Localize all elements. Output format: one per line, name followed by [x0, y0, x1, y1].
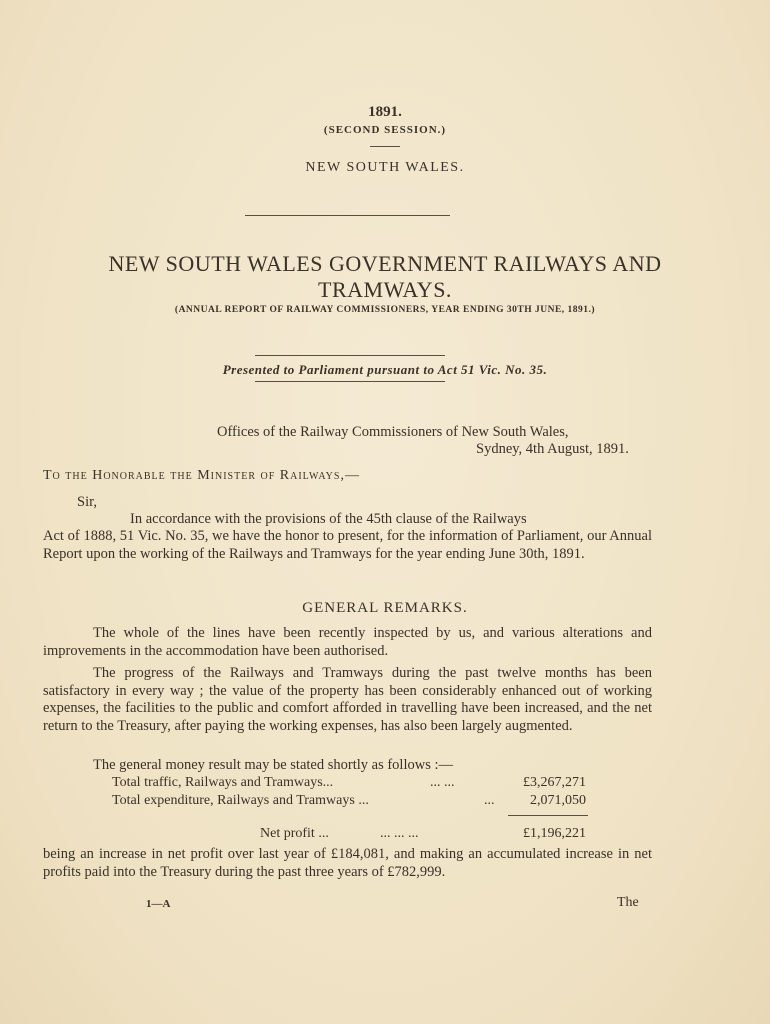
main-title-line2: TRAMWAYS.: [318, 277, 452, 302]
sum-rule: [508, 815, 588, 816]
table-row-label: Total expenditure, Railways and Tramways ...: [112, 793, 369, 808]
region: NEW SOUTH WALES.: [305, 160, 465, 175]
table-row-value: £3,267,271: [523, 775, 586, 790]
section-heading: GENERAL REMARKS.: [302, 600, 468, 616]
table-row-value: 2,071,050: [530, 793, 586, 808]
table-row-value: £1,196,221: [523, 826, 586, 841]
short-rule: [370, 146, 400, 147]
presented-rule-bottom: [255, 381, 445, 382]
report-subtitle: (ANNUAL REPORT OF RAILWAY COMMISSIONERS, YEAR ENDING 30TH JUNE, 1891.): [174, 305, 596, 315]
remarks-paragraph-1: The whole of the lines have been recently inspected by us, and various alterations and improvements in the accommodation have been authorised.: [43, 625, 652, 659]
addressee: To the Honorable the Minister of Railways,—: [43, 468, 360, 483]
catchword: The: [617, 895, 639, 910]
table-row-label: Total traffic, Railways and Tramways...: [112, 775, 334, 790]
main-title-line1: NEW SOUTH WALES GOVERNMENT RAILWAYS AND: [108, 251, 662, 276]
address-line1: Offices of the Railway Commissioners of New South Wales,: [217, 424, 569, 440]
presented-line: Presented to Parliament pursuant to Act 51 Vic. No. 35.: [222, 362, 548, 377]
table-row-dots: ... ...: [430, 775, 455, 790]
session: (SECOND SESSION.): [323, 124, 447, 136]
letter-body-line1: In accordance with the provisions of the 45th clause of the Railways: [130, 511, 527, 527]
address-line2: Sydney, 4th August, 1891.: [476, 441, 629, 457]
remarks-paragraph-4: being an increase in net profit over last year of £184,081, and making an accumulated increase in net profits paid into the Treasury during the past three years of £782,999.: [43, 846, 652, 880]
presented-rule-top: [255, 355, 445, 356]
year: 1891.: [368, 104, 402, 120]
table-row-dots: ...: [484, 793, 495, 808]
table-row-dots: ... ... ...: [380, 826, 419, 841]
letter-body: Act of 1888, 51 Vic. No. 35, we have the honor to present, for the information of Parliament, our Annual Report upon the working of the Railways and Tramways for the year ending June 30th, 1891.: [43, 528, 652, 562]
table-row-label: Net profit ...: [260, 826, 329, 841]
signature-mark: 1—A: [146, 898, 171, 910]
remarks-paragraph-3: The general money result may be stated shortly as follows :—: [93, 757, 453, 773]
salutation: Sir,: [77, 494, 97, 510]
header-rule: [245, 215, 450, 216]
remarks-paragraph-2: The progress of the Railways and Tramways during the past twelve months has been satisfactory in every way ; the value of the property has been considerably enhanced out of working expenses, the facilities to the public and comfort afforded in travelling have been increased, and the net return to the Treasury, after paying the working expenses, has also been largely augmented.: [43, 665, 652, 734]
